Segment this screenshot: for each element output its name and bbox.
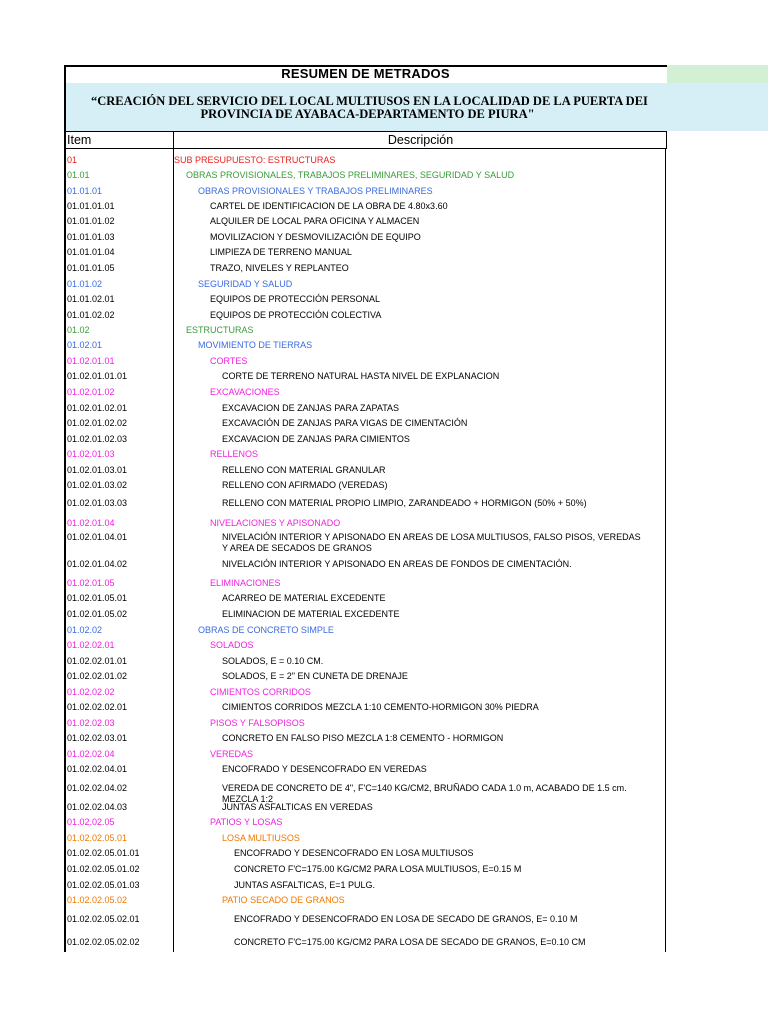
row-item-code: 01.01.01.05: [67, 263, 115, 273]
project-title-line1: “CREACIÓN DEL SERVICIO DEL LOCAL MULTIUSOS EN LA LOCALIDAD DE LA PUERTA DEI: [91, 94, 648, 108]
row-item-code: 01.02.01.03: [67, 449, 115, 459]
row-item-code: 01.02.02.05.01.01: [67, 848, 140, 858]
row-item-code: 01.02.02.03: [67, 718, 115, 728]
row-item-code: 01.02.01.05.02: [67, 609, 128, 619]
row-item-code: 01.02.02.04: [67, 749, 115, 759]
row-description: MOVILIZACION Y DESMOVILIZACIÓN DE EQUIPO: [210, 232, 421, 242]
row-description: CONCRETO EN FALSO PISO MEZCLA 1:8 CEMENTO - HORMIGON: [222, 733, 504, 743]
row-description: EQUIPOS DE PROTECCIÓN PERSONAL: [210, 294, 381, 304]
row-item-code: 01.02.02.03.01: [67, 733, 128, 743]
row-item-code: 01.02.02.05.02.01: [67, 914, 140, 924]
row-item-code: 01.01.01.03: [67, 232, 115, 242]
row-description: PISOS Y FALSOPISOS: [210, 718, 305, 728]
row-item-code: 01.01.02.01: [67, 294, 115, 304]
row-description: SOLADOS, E = 0.10 CM.: [222, 656, 324, 666]
row-item-code: 01.02.01.04: [67, 518, 115, 528]
row-description: MOVIMIENTO DE TIERRAS: [198, 340, 313, 350]
row-description: EXCAVACIÓN DE ZANJAS PARA VIGAS DE CIMENTACIÓN: [222, 418, 468, 428]
row-description: CARTEL DE IDENTIFICACION DE LA OBRA DE 4.80x3.60: [210, 201, 448, 211]
row-description: RELLENO CON MATERIAL PROPIO LIMPIO, ZARANDEADO + HORMIGON (50% + 50%): [222, 498, 587, 508]
row-description: CONCRETO F'C=175.00 KG/CM2 PARA LOSA MULTIUSOS, E=0.15 M: [234, 864, 522, 874]
row-description: SOLADOS: [210, 640, 254, 650]
row-description: JUNTAS ASFALTICAS EN VEREDAS: [222, 802, 373, 812]
project-header: [64, 83, 768, 131]
row-description: PATIO SECADO DE GRANOS: [222, 895, 345, 905]
row-item-code: 01.02: [67, 325, 90, 335]
title-row: [64, 65, 768, 83]
row-item-code: 01.02.02.05.02.02: [67, 937, 140, 947]
row-item-code: 01.01.01: [67, 186, 103, 196]
row-description: RELLENO CON MATERIAL GRANULAR: [222, 465, 386, 475]
row-item-code: 01.02.02.05.02: [67, 895, 128, 905]
row-item-code: 01.01.02.02: [67, 310, 115, 320]
row-item-code: 01.02.02.01.01: [67, 656, 128, 666]
title-green-fill: [667, 65, 768, 83]
row-description: EQUIPOS DE PROTECCIÓN COLECTIVA: [210, 310, 382, 320]
row-item-code: 01.02.01.04.02: [67, 559, 128, 569]
row-description: VEREDAS: [210, 749, 254, 759]
row-item-code: 01.02.02.04.02: [67, 783, 128, 793]
row-description: TRAZO, NIVELES Y REPLANTEO: [210, 263, 349, 273]
row-description: NIVELACIÓN INTERIOR Y APISONADO EN AREAS DE FONDOS DE CIMENTACIÓN.: [222, 559, 572, 569]
row-item-code: 01.01: [67, 170, 90, 180]
row-description: NIVELACIONES Y APISONADO: [210, 518, 341, 528]
row-item-code: 01.02.01: [67, 340, 103, 350]
row-description: SEGURIDAD Y SALUD: [198, 279, 293, 289]
row-description: SUB PRESUPUESTO: ESTRUCTURAS: [174, 155, 336, 165]
row-item-code: 01.02.01.02: [67, 387, 115, 397]
row-item-code: 01.01.01.02: [67, 216, 115, 226]
row-item-code: 01.02.01.02.01: [67, 403, 128, 413]
row-description: RELLENO CON AFIRMADO (VEREDAS): [222, 480, 388, 490]
row-description: LIMPIEZA DE TERRENO MANUAL: [210, 247, 352, 257]
row-description: ELIMINACIONES: [210, 578, 281, 588]
row-description: ACARREO DE MATERIAL EXCEDENTE: [222, 593, 386, 603]
row-item-code: 01.02.02: [67, 625, 103, 635]
row-description: OBRAS PROVISIONALES Y TRABAJOS PRELIMINARES: [198, 186, 433, 196]
row-item-code: 01.02.02.05.01: [67, 833, 128, 843]
row-item-code: 01.02.01.02.02: [67, 418, 128, 428]
row-item-code: 01.02.02.02.01: [67, 702, 128, 712]
sheet-title: RESUMEN DE METRADOS: [281, 66, 450, 81]
row-description: ESTRUCTURAS: [186, 325, 254, 335]
row-description: SOLADOS, E = 2" EN CUNETA DE DRENAJE: [222, 671, 408, 681]
row-description: ENCOFRADO Y DESENCOFRADO EN LOSA MULTIUSOS: [234, 848, 474, 858]
row-description: ENCOFRADO Y DESENCOFRADO EN LOSA DE SECADO DE GRANOS, E= 0.10 M: [234, 914, 578, 924]
row-item-code: 01.02.01.05: [67, 578, 115, 588]
row-description: RELLENOS: [210, 449, 259, 459]
row-item-code: 01.01.01.01: [67, 201, 115, 211]
row-item-code: 01.02.02.04.01: [67, 764, 128, 774]
row-item-code: 01.01.01.04: [67, 247, 115, 257]
row-description: CIMIENTOS CORRIDOS MEZCLA 1:10 CEMENTO-HORMIGON 30% PIEDRA: [222, 702, 539, 712]
row-description: LOSA MULTIUSOS: [222, 833, 300, 843]
project-title-line2: PROVINCIA DE AYABACA-DEPARTAMENTO DE PIURA": [200, 107, 535, 121]
row-item-code: 01.02.01.03.02: [67, 480, 128, 490]
row-item-code: 01.02.02.02: [67, 687, 115, 697]
row-description: CORTES: [210, 356, 248, 366]
row-item-code: 01.02.01.03.03: [67, 498, 128, 508]
row-description: OBRAS DE CONCRETO SIMPLE: [198, 625, 334, 635]
row-description: CONCRETO F'C=175.00 KG/CM2 PARA LOSA DE SECADO DE GRANOS, E=0.10 CM: [234, 937, 586, 947]
row-item-code: 01.02.01.02.03: [67, 434, 128, 444]
row-item-code: 01.02.02.05.01.02: [67, 864, 140, 874]
row-description: EXCAVACION DE ZANJAS PARA ZAPATAS: [222, 403, 400, 413]
row-item-code: 01.02.02.05: [67, 817, 115, 827]
row-description: ENCOFRADO Y DESENCOFRADO EN VEREDAS: [222, 764, 427, 774]
metrados-sheet: [64, 65, 768, 952]
row-item-code: 01: [67, 155, 78, 165]
row-description: EXCAVACIONES: [210, 387, 280, 397]
row-item-code: 01.02.02.05.01.03: [67, 880, 140, 890]
row-description: ALQUILER DE LOCAL PARA OFICINA Y ALMACEN: [210, 216, 420, 226]
row-description: CORTE DE TERRENO NATURAL HASTA NIVEL DE EXPLANACION: [222, 371, 500, 381]
row-item-code: 01.02.02.04.03: [67, 802, 128, 812]
row-item-code: 01.01.02: [67, 279, 103, 289]
row-item-code: 01.02.01.01: [67, 356, 115, 366]
row-description: PATIOS Y LOSAS: [210, 817, 283, 827]
row-item-code: 01.02.02.01: [67, 640, 115, 650]
row-description: OBRAS PROVISIONALES, TRABAJOS PRELIMINARES, SEGURIDAD Y SALUD: [186, 170, 515, 180]
row-item-code: 01.02.01.05.01: [67, 593, 128, 603]
row-item-code: 01.02.01.03.01: [67, 465, 128, 475]
row-description: ELIMINACION DE MATERIAL EXCEDENTE: [222, 609, 400, 619]
row-item-code: 01.02.01.01.01: [67, 371, 128, 381]
row-description: JUNTAS ASFALTICAS, E=1 PULG.: [234, 880, 375, 890]
column-header-descripcion: Descripción: [387, 133, 454, 147]
column-header-item: Item: [66, 132, 174, 148]
column-headers: [64, 131, 667, 149]
row-description: EXCAVACION DE ZANJAS PARA CIMIENTOS: [222, 434, 410, 444]
row-item-code: 01.02.01.04.01: [67, 532, 128, 542]
row-description: CIMIENTOS CORRIDOS: [210, 687, 311, 697]
row-description: NIVELACIÓN INTERIOR Y APISONADO EN AREAS DE LOSA MULTIUSOS, FALSO PISOS, VEREDAS Y AREA DE SECADOS DE GRANOS: [222, 532, 641, 553]
row-description: VEREDA DE CONCRETO DE 4", F'C=140 KG/CM2, BRUÑADO CADA 1.0 m, ACABADO DE 1.5 cm. MEZCLA 1:2: [222, 783, 627, 804]
table-body: [64, 149, 666, 952]
row-item-code: 01.02.02.01.02: [67, 671, 128, 681]
